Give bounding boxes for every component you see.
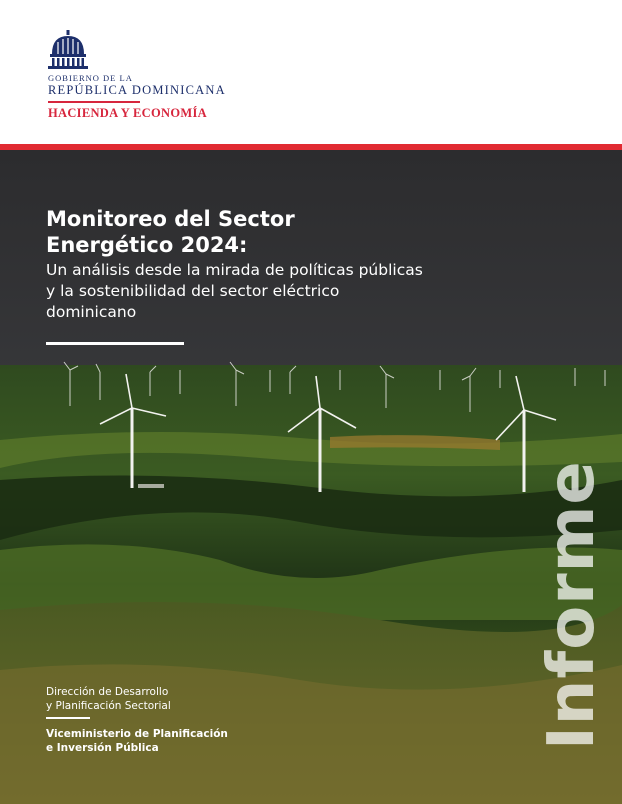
government-logo — [46, 30, 226, 130]
cover-image-area — [0, 150, 622, 804]
vice-ministry-line-1: Viceministerio de Planificación — [46, 728, 228, 740]
logo-divider — [48, 101, 140, 103]
department-line-1: Dirección de Desarrollo — [46, 686, 169, 698]
vertical-informe-label: Informe — [535, 460, 609, 750]
department-divider — [46, 717, 90, 719]
logo-line-republica: REPÚBLICA DOMINICANA — [48, 83, 226, 97]
department-name — [46, 685, 266, 713]
department-line-2: y Planificación Sectorial — [46, 700, 171, 712]
logo-line-ministry: HACIENDA Y ECONOMÍA — [48, 106, 207, 120]
dome-icon — [46, 30, 90, 70]
report-subtitle: Un análisis desde la mirada de políticas públicas y la sostenibilidad del sector eléctrico dominicano — [46, 261, 423, 321]
report-title: Monitoreo del Sector Energético 2024: — [46, 207, 295, 257]
logo-line-gobierno: GOBIERNO DE LA — [48, 73, 133, 83]
header — [0, 0, 622, 144]
title-underline — [46, 342, 184, 345]
vice-ministry-name — [46, 727, 276, 755]
vice-ministry-line-2: e Inversión Pública — [46, 742, 159, 754]
